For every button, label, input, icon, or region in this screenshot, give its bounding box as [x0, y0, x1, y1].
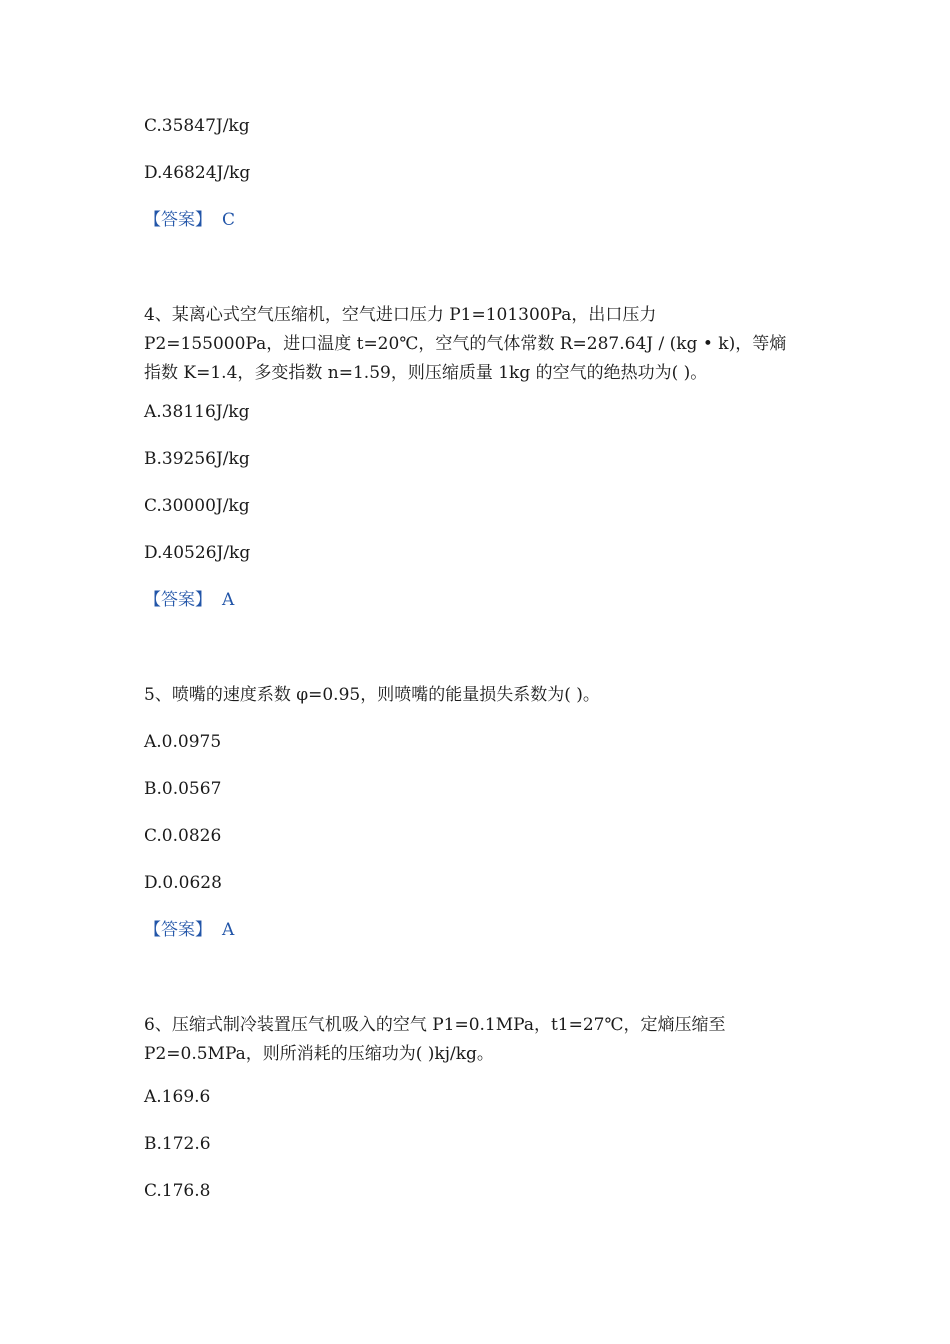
- q6-option-b: B.172.6: [144, 1134, 211, 1154]
- answer-letter: C: [222, 210, 236, 230]
- q4-option-b: B.39256J/kg: [144, 449, 250, 469]
- answer-label: 【答案】: [144, 920, 212, 940]
- q3-option-c: C.35847J/kg: [144, 116, 250, 136]
- q6-stem-line-2: P2=0.5MPa，则所消耗的压缩功为( )kj/kg。: [144, 1044, 494, 1064]
- q4-option-c: C.30000J/kg: [144, 496, 250, 516]
- q4-option-d: D.40526J/kg: [144, 543, 251, 563]
- q4-option-a: A.38116J/kg: [144, 402, 250, 422]
- q5-option-d: D.0.0628: [144, 873, 222, 893]
- q3-answer: [144, 208, 235, 232]
- q6-stem: [144, 1011, 804, 1069]
- q6-option-c: C.176.8: [144, 1181, 211, 1201]
- answer-label: 【答案】: [144, 590, 212, 610]
- q6-stem-line-1: 6、压缩式制冷装置压气机吸入的空气 P1=0.1MPa，t1=27℃，定熵压缩至: [144, 1015, 726, 1035]
- q4-stem-line-2: P2=155000Pa，进口温度 t=20℃，空气的气体常数 R=287.64J / (kg • k)，等熵: [144, 334, 787, 354]
- q5-option-a: A.0.0975: [144, 732, 222, 752]
- q4-stem-line-1: 4、某离心式空气压缩机，空气进口压力 P1=101300Pa，出口压力: [144, 305, 657, 325]
- answer-label: 【答案】: [144, 210, 212, 230]
- q4-stem-line-3: 指数 K=1.4，多变指数 n=1.59，则压缩质量 1kg 的空气的绝热功为( )。: [144, 363, 708, 383]
- q4-stem: [144, 301, 804, 388]
- q5-stem: 5、喷嘴的速度系数 φ=0.95，则喷嘴的能量损失系数为( )。: [144, 685, 600, 705]
- answer-letter: A: [222, 590, 235, 610]
- q4-answer: [144, 588, 234, 612]
- q6-option-a: A.169.6: [144, 1087, 211, 1107]
- q5-option-b: B.0.0567: [144, 779, 222, 799]
- answer-letter: A: [222, 920, 235, 940]
- q5-option-c: C.0.0826: [144, 826, 222, 846]
- q3-option-d: D.46824J/kg: [144, 163, 251, 183]
- q5-answer: [144, 918, 234, 942]
